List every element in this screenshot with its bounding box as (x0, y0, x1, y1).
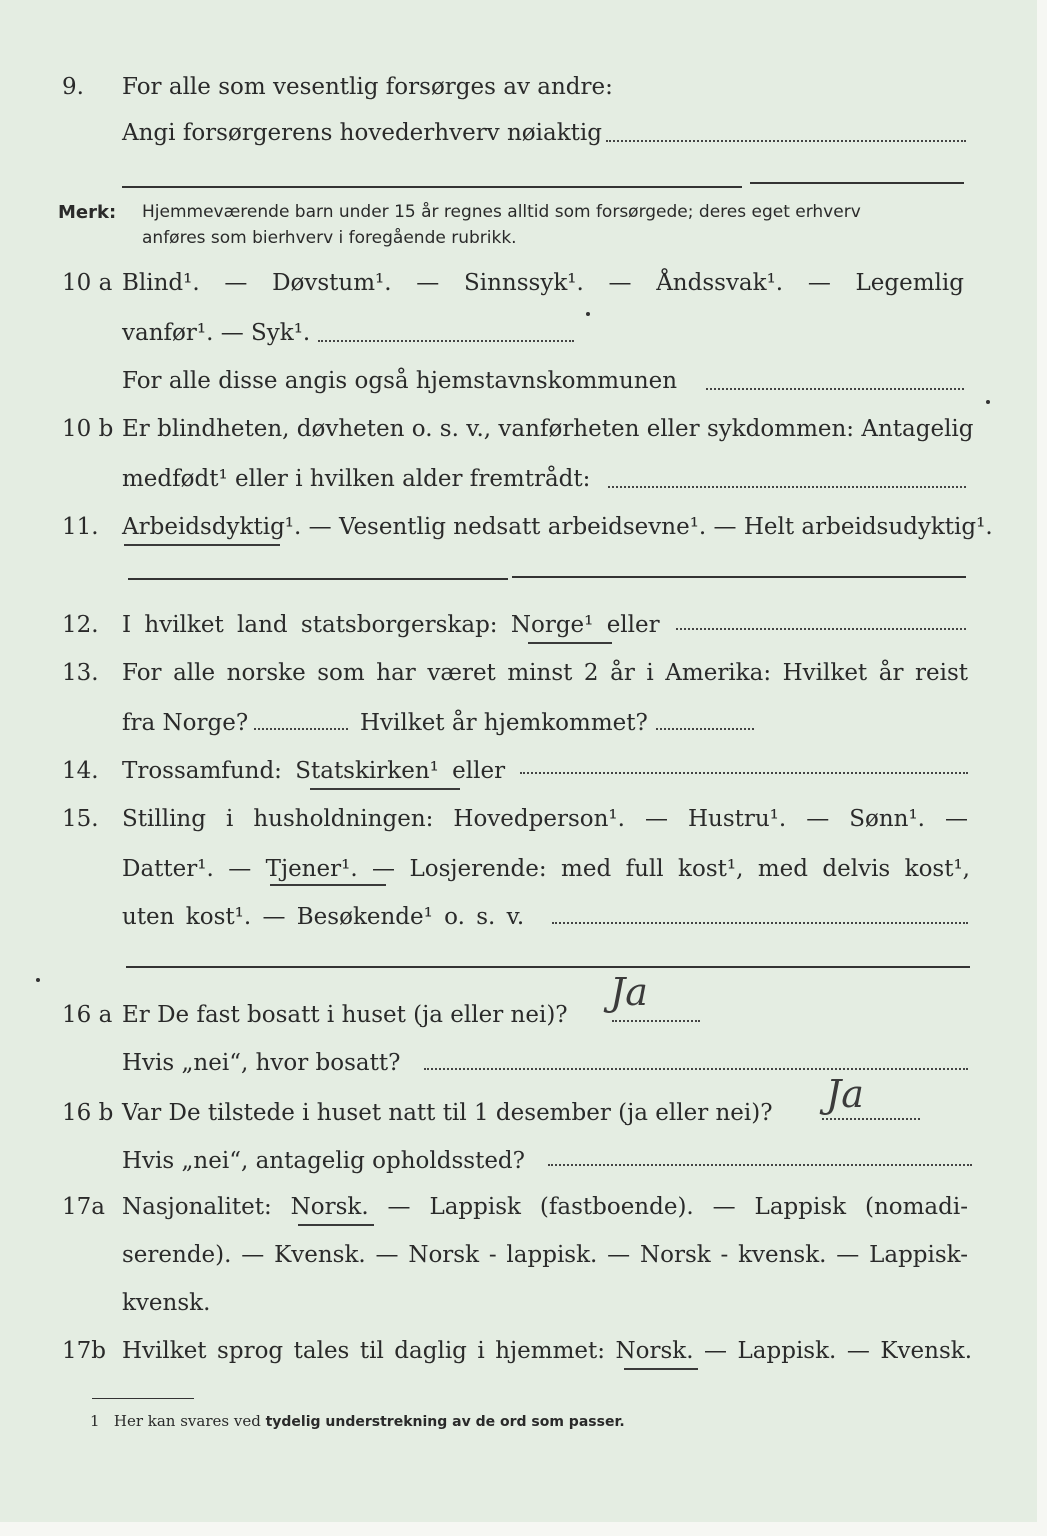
question-16b-line-2 (0, 1142, 1037, 1182)
answer-line[interactable] (126, 966, 970, 968)
question-17a-line-3 (0, 1284, 1037, 1324)
question-number: 13. (62, 660, 99, 686)
question-16a-line-2 (0, 1044, 1037, 1084)
question-12 (0, 606, 1037, 646)
question-text: uten kost¹. — Besøkende¹ o. s. v. (122, 904, 525, 930)
question-text: Hvilket år hjemkommet? (360, 710, 648, 736)
handwritten-answer-16b: Ja (826, 1072, 864, 1116)
question-number: 15. (62, 806, 99, 832)
question-text: vanfør¹. — Syk¹. (122, 320, 311, 346)
handwritten-underline (270, 884, 386, 886)
ink-speck (986, 400, 990, 404)
question-text: Trossamfund: Statskirken¹ eller (122, 758, 506, 784)
handwritten-answer-16a: Ja (610, 970, 648, 1014)
question-text: kvensk. (122, 1290, 211, 1316)
question-17b (0, 1332, 1037, 1372)
handwritten-underline (310, 788, 460, 790)
answer-line[interactable] (750, 182, 964, 184)
answer-field-16b[interactable] (822, 1118, 920, 1120)
question-11 (0, 508, 1037, 548)
question-number: 17a (62, 1194, 105, 1220)
answer-field-15[interactable] (552, 922, 968, 924)
question-text: Blind¹. — Døvstum¹. — Sinnssyk¹. — Åndssvak¹. — Legemlig (122, 270, 964, 296)
question-15-line-3 (0, 898, 1037, 938)
question-text: Er De fast bosatt i huset (ja eller nei)? (122, 1002, 568, 1028)
footnote (90, 1412, 625, 1430)
note-text: Hjemmeværende barn under 15 år regnes alltid som forsørgede; deres eget erhverv (142, 202, 861, 222)
question-10b-line-2 (0, 460, 1037, 500)
answer-field-return-year[interactable] (656, 728, 754, 730)
question-16a (0, 996, 1037, 1036)
question-number: 16 b (62, 1100, 114, 1126)
question-number: 17b (62, 1338, 106, 1364)
answer-field-residence[interactable] (424, 1068, 968, 1070)
question-text: Datter¹. — Tjener¹. — Losjerende: med full kost¹, med delvis kost¹, (122, 856, 970, 882)
footnote-divider (92, 1398, 194, 1399)
question-text: For alle disse angis også hjemstavnskommunen (122, 368, 678, 394)
question-text: medfødt¹ eller i hvilken alder fremtrådt: (122, 466, 591, 492)
answer-field-whereabouts[interactable] (548, 1164, 972, 1166)
answer-field-16a[interactable] (612, 1020, 700, 1022)
question-text: Angi forsørgerens hovederhverv nøiaktig (122, 120, 602, 146)
question-15 (0, 800, 1037, 840)
question-15-line-2 (0, 850, 1037, 890)
handwritten-underline (624, 1368, 698, 1370)
question-text: Arbeidsdyktig¹. — Vesentlig nedsatt arbeidsevne¹. — Helt arbeidsudyktig¹. (122, 514, 993, 540)
question-text: For alle norske som har været minst 2 år i Amerika: Hvilket år reist (122, 660, 968, 686)
question-text: I hvilket land statsborgerskap: Norge¹ eller (122, 612, 660, 638)
question-text: Nasjonalitet: Norsk. — Lappisk (fastboende). — Lappisk (nomadi- (122, 1194, 968, 1220)
question-17a (0, 1188, 1037, 1228)
answer-line[interactable] (512, 576, 966, 578)
question-number: 9. (62, 74, 84, 100)
question-text: Er blindheten, døvheten o. s. v., vanførheten eller sykdommen: Antagelig (122, 416, 974, 442)
question-text: Hvilket sprog tales til daglig i hjemmet: Norsk. — Lappisk. — Kvensk. (122, 1338, 972, 1364)
question-13-line-2 (0, 704, 1037, 744)
question-text: Hvis „nei“, hvor bosatt? (122, 1050, 401, 1076)
question-number: 16 a (62, 1002, 113, 1028)
question-10b (0, 410, 1037, 450)
question-number: 10 b (62, 416, 114, 442)
question-16b (0, 1094, 1037, 1134)
question-text: Hvis „nei“, antagelig opholdssted? (122, 1148, 525, 1174)
question-9-line-2 (0, 114, 1037, 154)
ink-speck (36, 978, 40, 982)
note-label: Merk: (58, 202, 117, 223)
question-text: For alle som vesentlig forsørges av andre: (122, 74, 613, 100)
handwritten-underline (124, 544, 280, 546)
answer-field-10a[interactable] (318, 340, 574, 342)
question-10a-line-2 (0, 314, 1037, 354)
ink-speck (586, 312, 590, 316)
question-number: 10 a (62, 270, 113, 296)
footnote-text: Her kan svares ved (113, 1412, 261, 1430)
answer-line[interactable] (128, 578, 508, 580)
question-text: fra Norge? (122, 710, 249, 736)
answer-line[interactable] (122, 186, 742, 188)
footnote-bold-text: tydelig understrekning av de ord som passer. (265, 1414, 625, 1430)
question-10a-line-3 (0, 362, 1037, 402)
answer-field-hometown[interactable] (706, 388, 964, 390)
answer-field-9[interactable] (606, 140, 966, 142)
handwritten-underline (528, 642, 612, 644)
answer-field-12[interactable] (676, 628, 966, 630)
question-number: 11. (62, 514, 99, 540)
footnote-mark: 1 (90, 1412, 100, 1430)
question-13 (0, 654, 1037, 694)
question-text: serende). — Kvensk. — Norsk - lappisk. — Norsk - kvensk. — Lappisk- (122, 1242, 968, 1268)
question-10a (0, 264, 1037, 304)
answer-field-14[interactable] (520, 772, 968, 774)
note-text: anføres som bierhverv i foregående rubrikk. (142, 228, 517, 248)
handwritten-underline (298, 1224, 374, 1226)
question-text: Stilling i husholdningen: Hovedperson¹. — Hustru¹. — Sønn¹. — (122, 806, 968, 832)
answer-field-emigration-year[interactable] (254, 728, 348, 730)
question-text: Var De tilstede i huset natt til 1 desember (ja eller nei)? (122, 1100, 773, 1126)
question-17a-line-2 (0, 1236, 1037, 1276)
answer-field-10b[interactable] (608, 486, 966, 488)
question-9 (0, 68, 1037, 108)
question-number: 14. (62, 758, 99, 784)
question-number: 12. (62, 612, 99, 638)
